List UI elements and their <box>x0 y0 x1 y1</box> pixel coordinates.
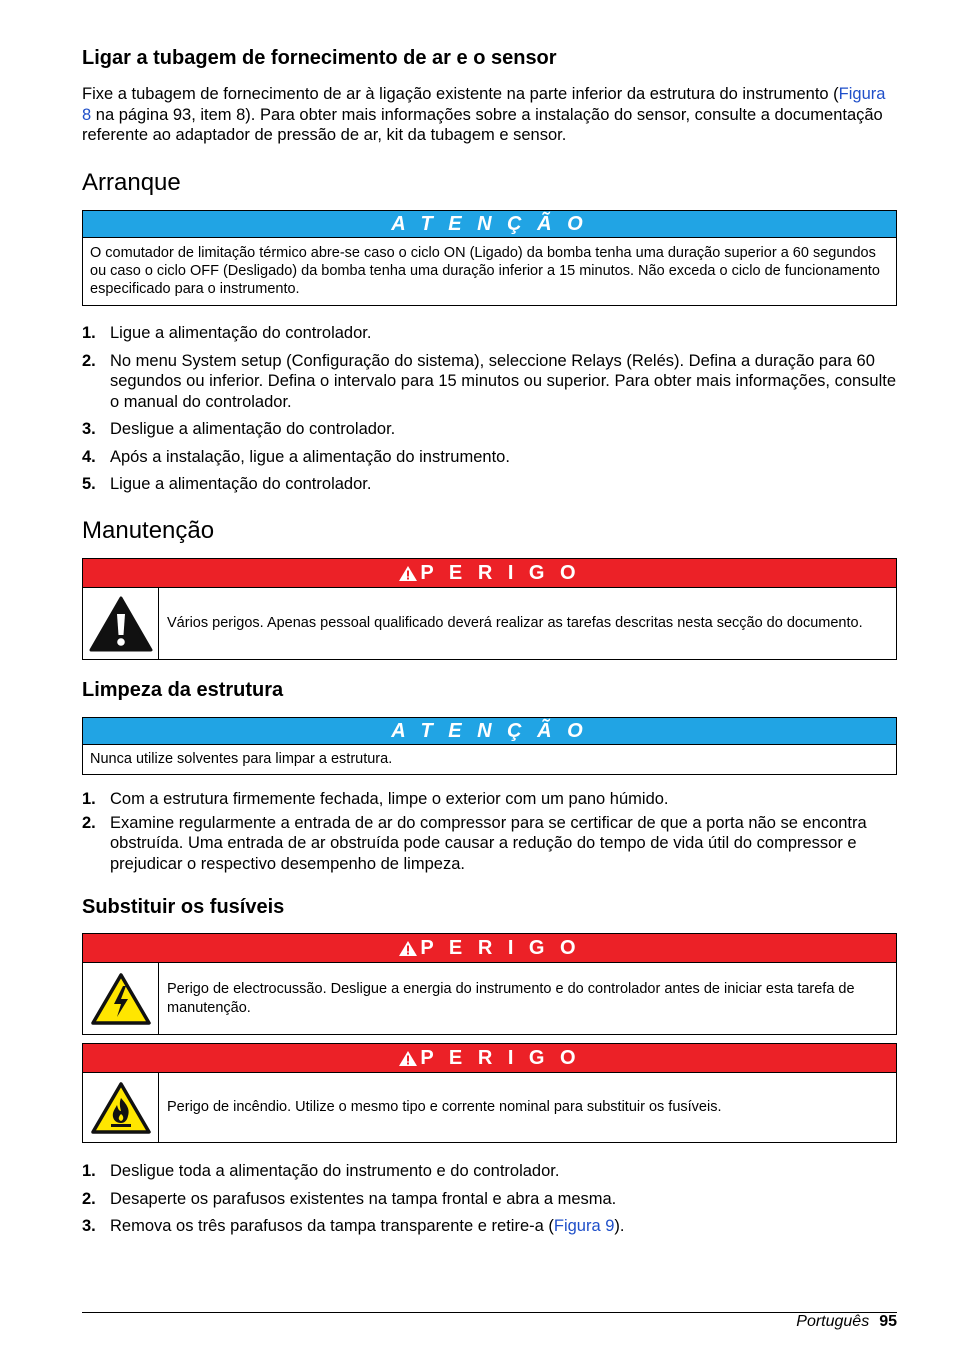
list-item: 3. Desligue a alimentação do controlador. <box>82 420 396 438</box>
danger-box-fire <box>82 1043 897 1143</box>
air-tubing-paragraph <box>82 84 897 146</box>
danger-header: P E R I G O <box>83 559 896 588</box>
air-tubing-text-a: Fixe a tubagem de fornecimento de ar à ligação existente na parte inferior da estrutura do instrumento ( <box>82 85 839 103</box>
electrical-hazard-icon <box>90 972 152 1026</box>
list-item: 2. Examine regularmente a entrada de ar do compressor para se certificar de que a porta não se encontra obstruída. Uma entrada de ar obstruída pode causar a redução do tempo de vida útil do compressor e prejudicar o respectivo desempenho de limpeza. <box>82 813 867 873</box>
danger-text: Perigo de electrocussão. Desligue a energia do instrumento e do controlador antes de iniciar esta tarefa de manutenção. <box>167 981 855 1016</box>
caution-text: Nunca utilize solventes para limpar a estrutura. <box>90 751 393 767</box>
danger-box-electric <box>82 933 897 1035</box>
danger-text: Vários perigos. Apenas pessoal qualificado deverá realizar as tarefas descritas nesta secção do documento. <box>167 615 863 632</box>
page-number: 95 <box>879 1313 897 1330</box>
danger-box-general <box>82 558 897 660</box>
page-footer <box>796 1313 897 1331</box>
section-heading-arranque: Arranque <box>82 169 181 196</box>
figure-9-link[interactable]: Figura 9 <box>553 1217 615 1235</box>
exclamation-hazard-icon <box>89 596 153 652</box>
list-item: 2. No menu System setup (Configuração do sistema), seleccione Relays (Relés). Defina a duração para 60 segundos ou inferior. Defina o intervalo para 15 minutos ou superior. Para obter mais informações, consulte o manual do controlador. <box>82 351 897 411</box>
limpeza-steps <box>82 789 897 874</box>
warning-triangle-icon <box>398 565 418 582</box>
section-heading-limpeza: Limpeza da estrutura <box>82 679 284 701</box>
caution-box-limpeza <box>82 717 897 775</box>
general-hazard-icon-cell <box>83 588 159 659</box>
warning-triangle-icon <box>398 940 418 957</box>
list-item: 2. Desaperte os parafusos existentes na tampa frontal e abra a mesma. <box>82 1189 617 1208</box>
caution-header: A T E N Ç Ã O <box>83 211 896 238</box>
list-item: 1. Ligue a alimentação do controlador. <box>82 324 372 342</box>
air-tubing-text-b: na página 93, item 8). Para obter mais informações sobre a instalação do sensor, consulte a documentação referente ao adaptador de pressão de ar, kit da tubagem e sensor. <box>82 105 883 144</box>
section-heading-manutencao: Manutenção <box>82 517 215 544</box>
warning-triangle-icon <box>398 1050 418 1067</box>
footer-language: Português <box>796 1313 870 1330</box>
danger-text: Perigo de incêndio. Utilize o mesmo tipo e corrente nominal para substituir os fusíveis. <box>167 1099 722 1116</box>
caution-header: A T E N Ç Ã O <box>83 718 896 745</box>
fusiveis-steps <box>82 1161 897 1237</box>
arranque-steps <box>82 323 897 495</box>
list-item: 4. Após a instalação, ligue a alimentação do instrumento. <box>82 447 510 466</box>
fire-hazard-icon <box>90 1081 152 1135</box>
list-item: 5. Ligue a alimentação do controlador. <box>82 475 372 493</box>
danger-header: P E R I G O <box>83 1044 896 1073</box>
caution-box-arranque <box>82 210 897 306</box>
list-item: 3. Remova os três parafusos da tampa transparente e retire-a (Figura 9). <box>82 1217 625 1235</box>
electric-hazard-icon-cell <box>83 963 159 1034</box>
danger-header: P E R I G O <box>83 934 896 963</box>
section-heading-fusiveis: Substituir os fusíveis <box>82 896 285 918</box>
caution-text: O comutador de limitação térmico abre-se caso o ciclo ON (Ligado) da bomba tenha uma duração superior a 60 segundos ou caso o ciclo OFF (Desligado) da bomba tenha uma duração inferior a 15 minutos. Não exceda o ciclo de funcionamento especificado para o instrumento. <box>90 245 880 298</box>
section-heading-air-tubing: Ligar a tubagem de fornecimento de ar e o sensor <box>82 47 557 69</box>
figure-8-link[interactable]: Figura 8 <box>82 85 886 124</box>
list-item: 1. Desligue toda a alimentação do instrumento e do controlador. <box>82 1162 560 1180</box>
list-item: 1. Com a estrutura firmemente fechada, limpe o exterior com um pano húmido. <box>82 790 669 808</box>
fire-hazard-icon-cell <box>83 1073 159 1142</box>
footer-divider <box>82 1312 897 1313</box>
